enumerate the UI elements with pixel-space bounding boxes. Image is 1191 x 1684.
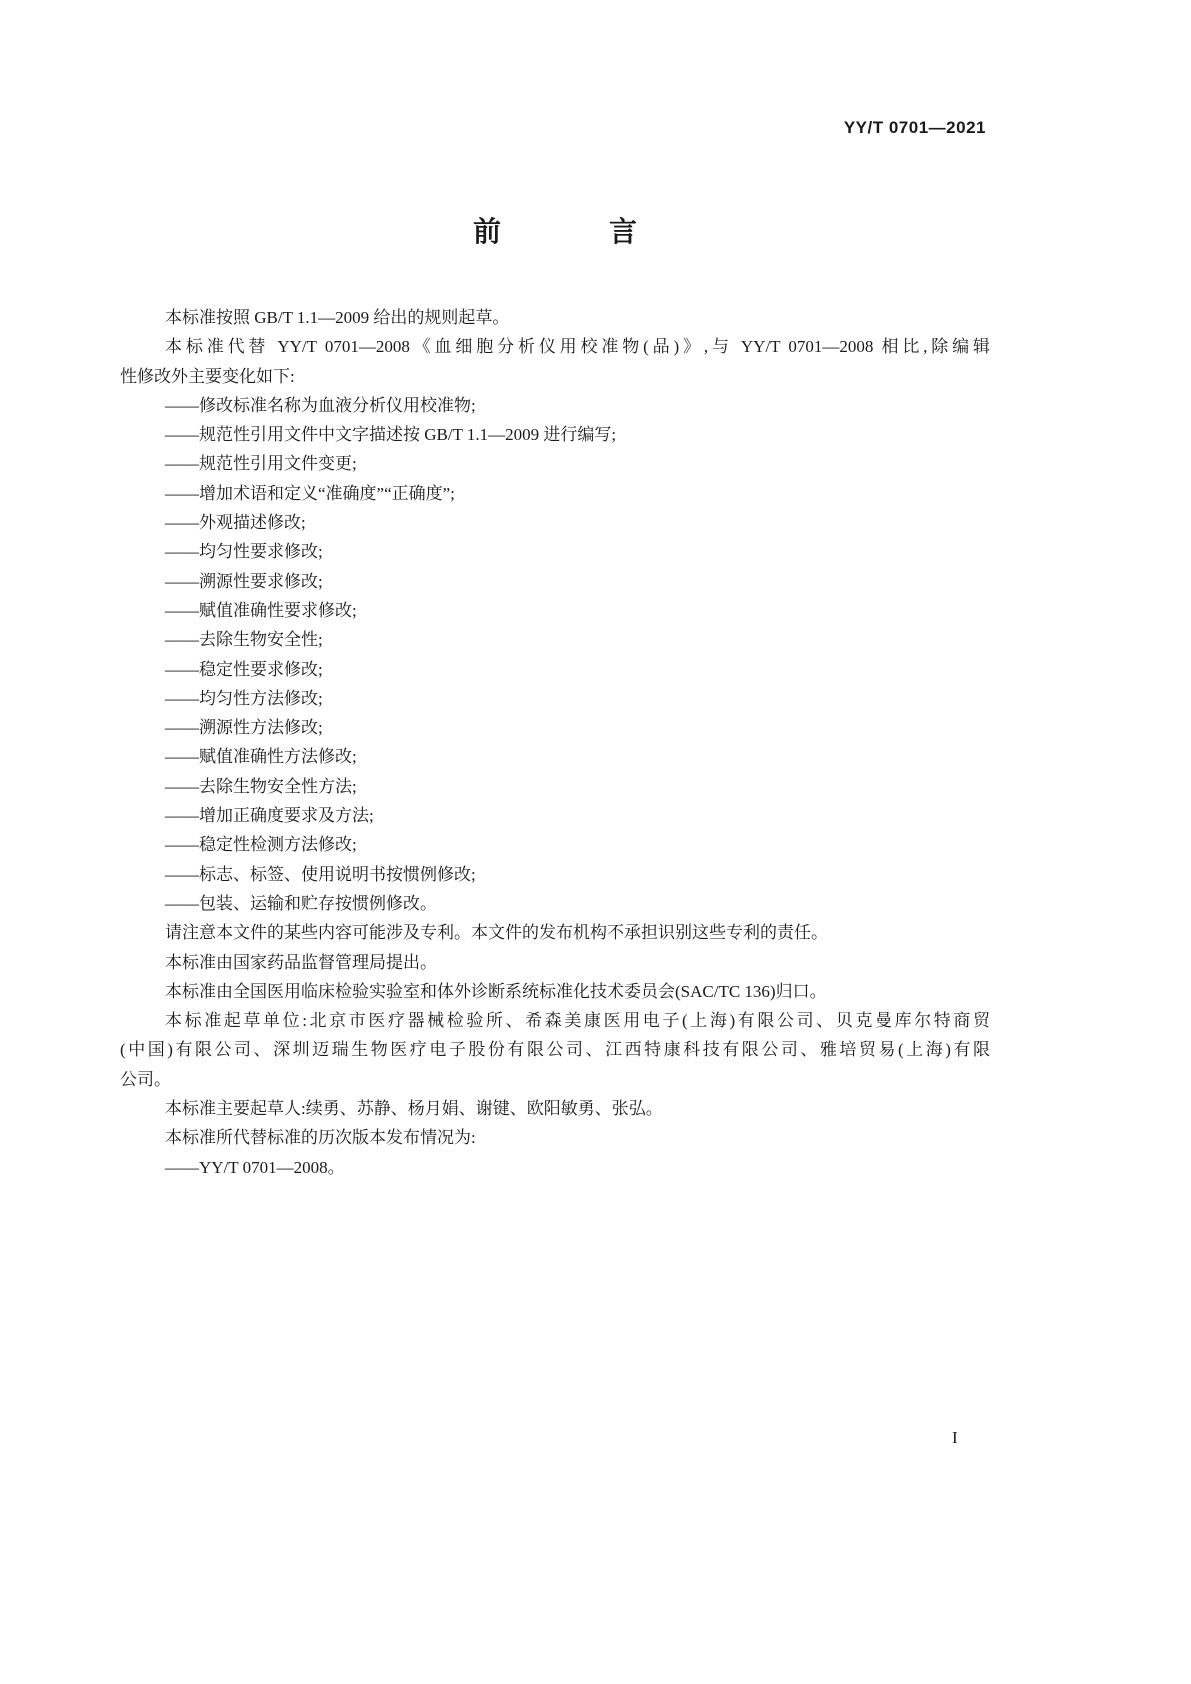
foreword-body: [120, 303, 990, 1182]
document-number: YY/T 0701—2021: [843, 118, 986, 137]
list-item: ——均匀性要求修改;: [165, 542, 323, 562]
page-number: I: [952, 1428, 958, 1447]
list-item: ——溯源性方法修改;: [165, 718, 323, 738]
paragraph: 本标准起草单位:北京市医疗器械检验所、希森美康医用电子(上海)有限公司、贝克曼库尔特商贸: [165, 1011, 990, 1031]
list-item: ——溯源性要求修改;: [165, 571, 323, 591]
list-item: ——规范性引用文件中文字描述按 GB/T 1.1—2009 进行编写;: [165, 425, 617, 445]
list-item: ——稳定性要求修改;: [165, 659, 323, 679]
page-title: 前 言: [472, 217, 677, 248]
list-item: ——赋值准确性方法修改;: [165, 747, 357, 767]
list-item: ——规范性引用文件变更;: [165, 454, 357, 474]
list-item: ——外观描述修改;: [165, 513, 306, 533]
list-item: ——赋值准确性要求修改;: [165, 600, 357, 620]
list-item: ——去除生物安全性;: [165, 630, 323, 650]
paragraph: 本标准由全国医用临床检验实验室和体外诊断系统标准化技术委员会(SAC/TC 136)归口。: [165, 981, 827, 1001]
paragraph: 本标准由国家药品监督管理局提出。: [165, 952, 437, 972]
list-item: ——增加正确度要求及方法;: [165, 806, 374, 826]
paragraph: 性修改外主要变化如下:: [120, 366, 295, 386]
list-item: ——增加术语和定义“准确度”“正确度”;: [165, 483, 455, 503]
list-item: ——YY/T 0701—2008。: [165, 1157, 345, 1177]
change-list: [120, 391, 990, 918]
list-item: ——标志、标签、使用说明书按惯例修改;: [165, 864, 476, 884]
list-item: ——去除生物安全性方法;: [165, 776, 357, 796]
paragraph: 本标准按照 GB/T 1.1—2009 给出的规则起草。: [165, 308, 510, 327]
list-item: ——包装、运输和贮存按惯例修改。: [165, 893, 437, 913]
paragraph: 本标准所代替标准的历次版本发布情况为:: [165, 1128, 476, 1148]
paragraph: 公司。: [120, 1069, 171, 1089]
paragraph: 本标准代替 YY/T 0701—2008《血细胞分析仪用校准物(品)》,与 YY/T 0701—2008 相比,除编辑: [165, 337, 990, 357]
paragraph: (中国)有限公司、深圳迈瑞生物医疗电子股份有限公司、江西特康科技有限公司、雅培贸易(上海)有限: [120, 1040, 990, 1060]
paragraph: 本标准主要起草人:续勇、苏静、杨月娟、谢键、欧阳敏勇、张弘。: [165, 1099, 663, 1119]
list-item: ——修改标准名称为血液分析仪用校准物;: [165, 395, 476, 415]
list-item: ——稳定性检测方法修改;: [165, 835, 357, 855]
paragraph: 请注意本文件的某些内容可能涉及专利。本文件的发布机构不承担识别这些专利的责任。: [165, 923, 828, 943]
list-item: ——均匀性方法修改;: [165, 688, 323, 708]
